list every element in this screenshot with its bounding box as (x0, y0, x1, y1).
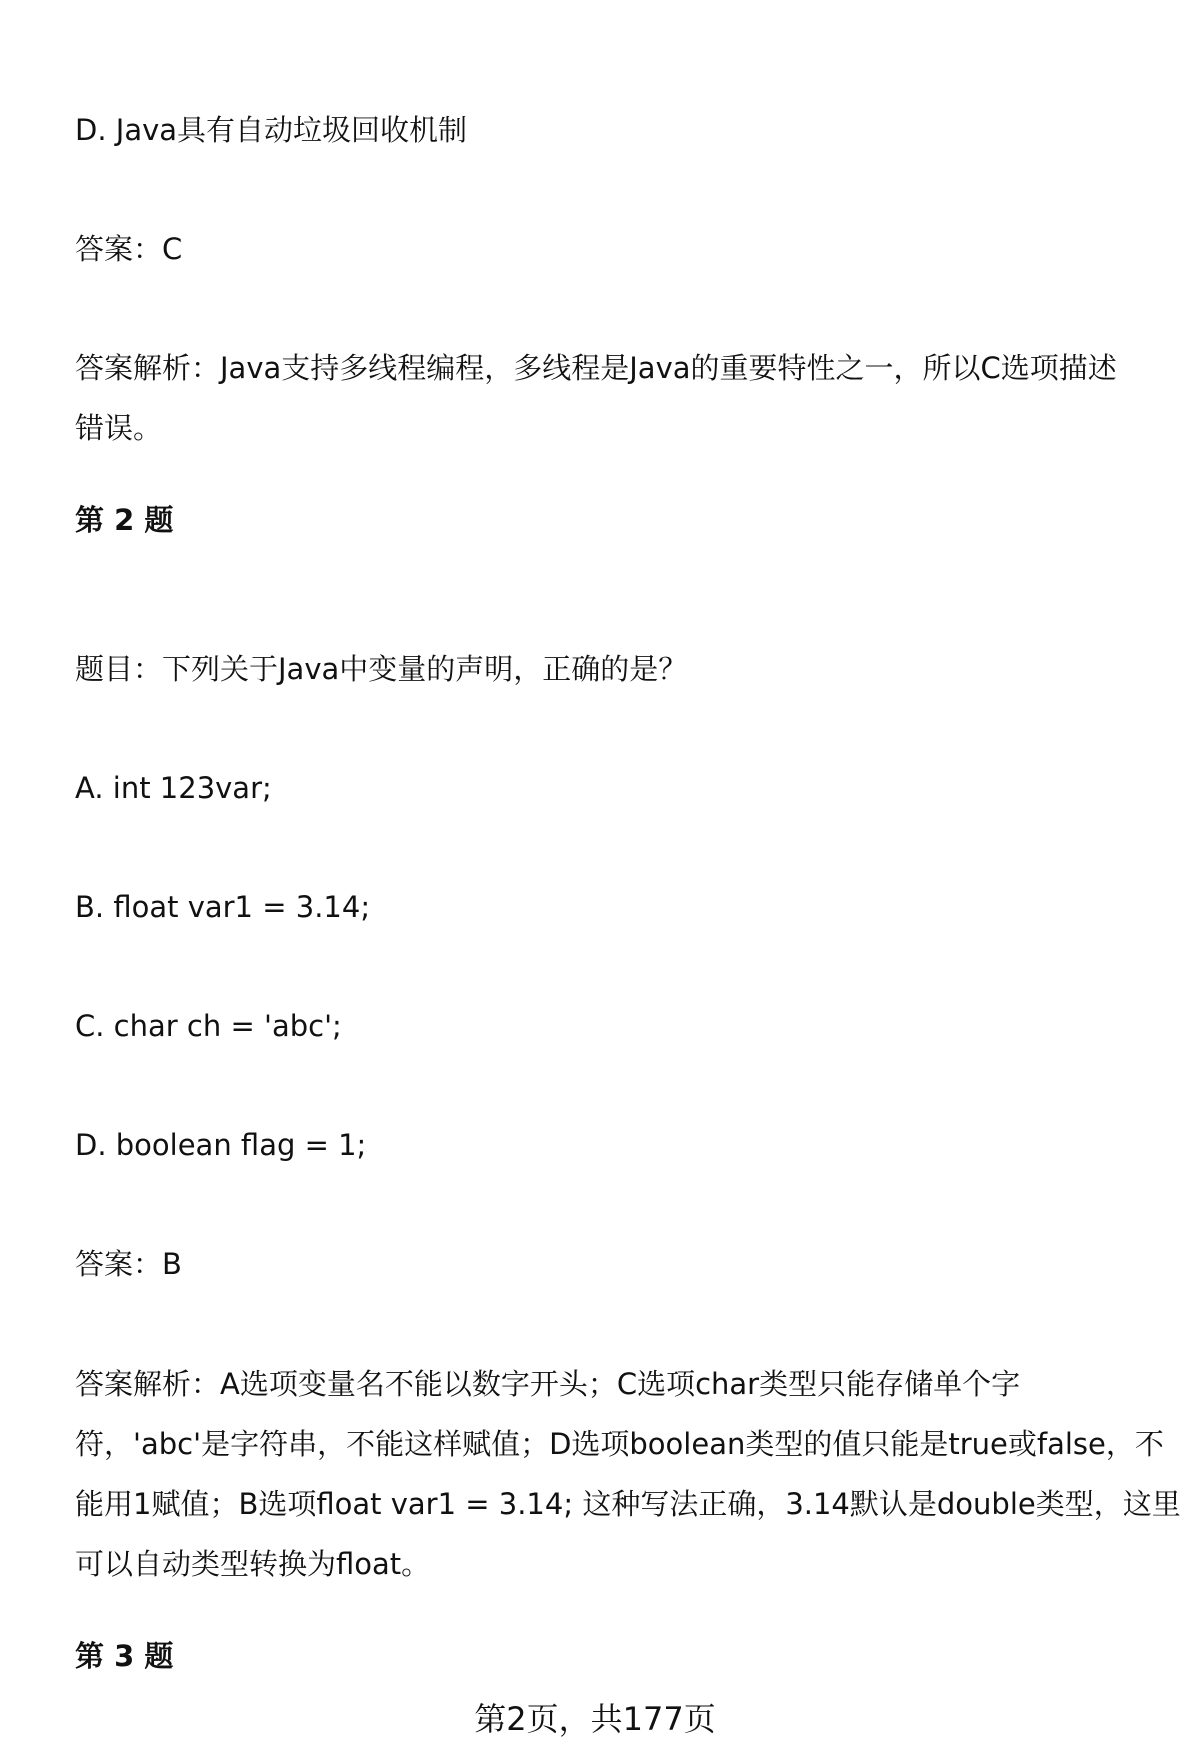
q1-answer: 答案：C (75, 232, 183, 266)
q1-explanation-line: 错误。 (75, 411, 163, 445)
q2-option-a: A. int 123var; (75, 771, 272, 805)
q2-explanation-line: 答案解析：A选项变量名不能以数字开头；C选项char类型只能存储单个字 (75, 1367, 1021, 1401)
q2-answer: 答案：B (75, 1247, 182, 1281)
q2-option-c: C. char ch = 'abc'; (75, 1009, 342, 1043)
page-footer: 第2页，共177页 (474, 1700, 716, 1738)
q3-heading: 第 3 题 (75, 1639, 174, 1673)
q2-explanation-line: 符，'abc'是字符串，不能这样赋值；D选项boolean类型的值只能是true或false，不 (75, 1427, 1164, 1461)
q1-option-d: D. Java具有自动垃圾回收机制 (75, 113, 468, 147)
q1-explanation-line: 答案解析：Java支持多线程编程，多线程是Java的重要特性之一，所以C选项描述 (75, 351, 1117, 385)
q2-explanation-line: 能用1赋值；B选项float var1 = 3.14; 这种写法正确，3.14默认是double类型，这里 (75, 1487, 1181, 1521)
q2-option-d: D. boolean flag = 1; (75, 1128, 367, 1162)
q2-option-b: B. float var1 = 3.14; (75, 890, 371, 924)
q2-heading: 第 2 题 (75, 503, 174, 537)
q2-question: 题目：下列关于Java中变量的声明，正确的是？ (75, 652, 688, 686)
q2-explanation-line: 可以自动类型转换为float。 (75, 1547, 431, 1581)
